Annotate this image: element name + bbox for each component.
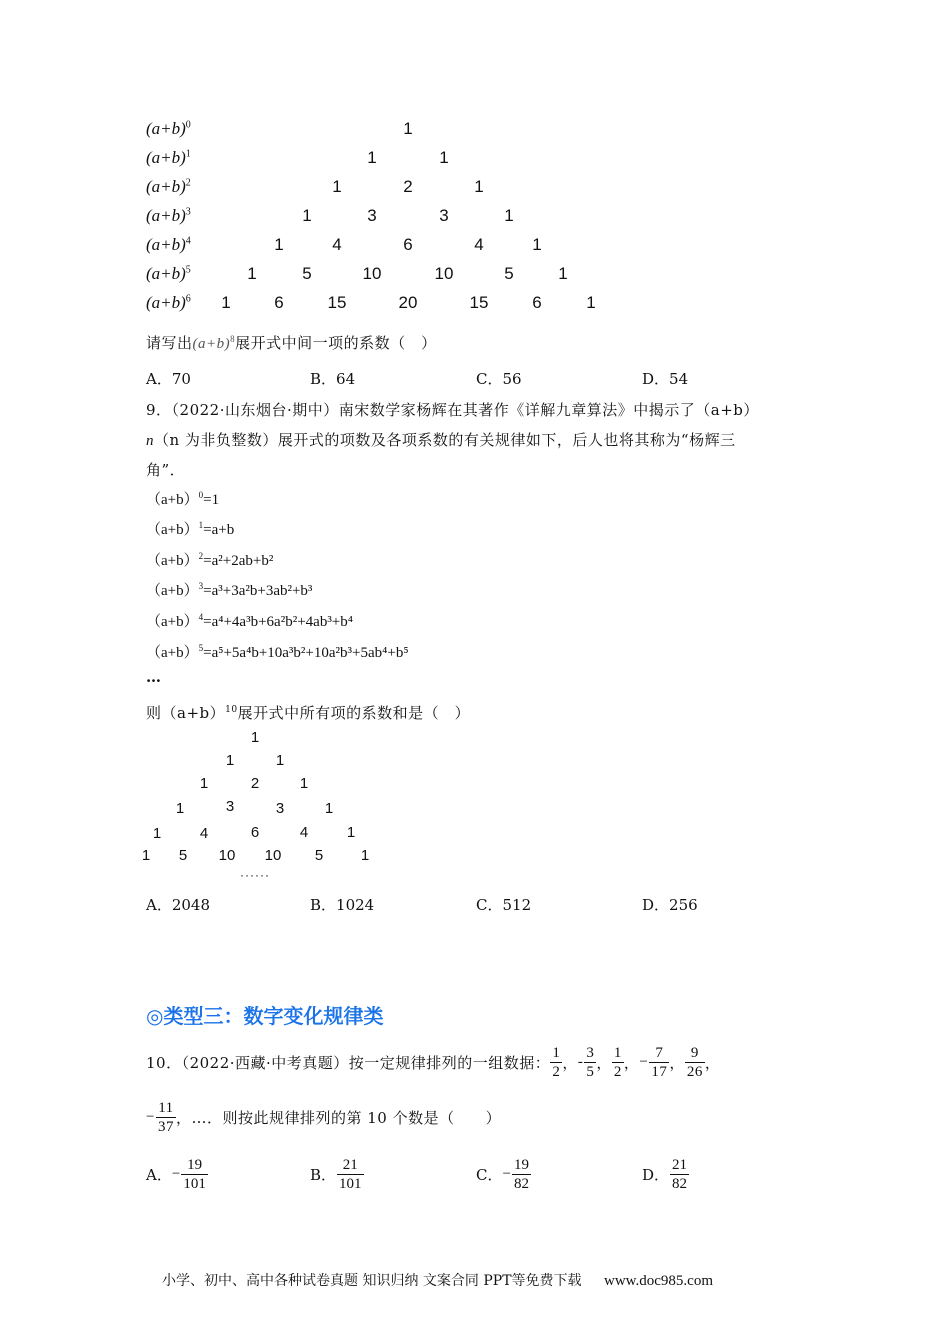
option-b[interactable]: B．1024 (310, 896, 375, 914)
coefficient: 20 (398, 293, 418, 312)
coefficient: 1 (332, 177, 342, 196)
option-a[interactable]: A．70 (146, 370, 191, 388)
triangle-number: 1 (175, 800, 185, 817)
row-label: $(a+b)^1$ (146, 148, 191, 167)
coefficient: 1 (274, 235, 284, 254)
coefficient: 1 (474, 177, 484, 196)
triangle-dots: ······ (240, 868, 270, 882)
row-label: $(a+b)^4$ (146, 235, 191, 254)
footer-text: 小学、初中、高中各种试卷真题 知识归纳 文案合同 PPT等免费下载 (162, 1273, 582, 1289)
option-a[interactable]: A．2048 (146, 896, 211, 914)
fraction: $\frac{11}{37}$ (157, 1099, 174, 1135)
footer-link[interactable]: www.doc985.com (603, 1273, 713, 1289)
option-c[interactable]: C． − $\frac{19}{82}$ (476, 1156, 529, 1192)
option-c[interactable]: C．512 (476, 896, 532, 914)
fraction: $\frac{1}{2}$ (613, 1044, 622, 1080)
triangle-number: 3 (275, 800, 285, 817)
question-10-line-2: − $\frac{11}{37}$ ，…．则按此规律排列的第 10 个数是（ ） (146, 1099, 502, 1135)
coefficient: 5 (302, 264, 312, 283)
fraction: $\frac{1}{2}$ (552, 1044, 561, 1080)
triangle-number: 1 (250, 729, 260, 746)
triangle-number: 4 (199, 825, 209, 842)
fraction: $\frac{3}{5}$ (586, 1044, 595, 1080)
row-label: $(a+b)^5$ (146, 264, 191, 283)
coefficient: 1 (403, 119, 413, 138)
coefficient: 5 (504, 264, 514, 283)
triangle-number: 1 (360, 847, 370, 864)
triangle-number: 1 (346, 824, 356, 841)
coefficient: 4 (474, 235, 484, 254)
option-c[interactable]: C．56 (476, 370, 522, 388)
expansion-row: $(a+b)^1=a+b$ (146, 520, 235, 538)
triangle-number: 4 (299, 824, 309, 841)
coefficient: 1 (439, 148, 449, 167)
coefficient: 1 (558, 264, 568, 283)
fraction: $\frac{9}{26}$ (686, 1044, 703, 1080)
coefficient: 1 (504, 206, 514, 225)
coefficient: 6 (532, 293, 542, 312)
triangle-number: 10 (264, 847, 282, 864)
option-d[interactable]: D． $\frac{21}{82}$ (642, 1156, 688, 1192)
triangle-number: 2 (250, 775, 260, 792)
coefficient: 6 (274, 293, 284, 312)
triangle-number: 1 (152, 825, 162, 842)
triangle-number: 5 (178, 847, 188, 864)
option-d[interactable]: D．54 (642, 370, 689, 388)
question-9-line-1: 9．（2022·山东烟台·期中）南宋数学家杨辉在其著作《详解九章算法》中揭示了（a+b） (146, 401, 759, 419)
triangle-number: 6 (250, 824, 260, 841)
coefficient: 15 (327, 293, 347, 312)
triangle-number: 3 (225, 798, 235, 815)
coefficient: 1 (247, 264, 257, 283)
coefficient: 1 (532, 235, 542, 254)
expansion-row: $(a+b)^5=a^5+5a^4b+10a^3b^2+10a^2b^3+5ab^4+b^5$ (146, 643, 409, 661)
footer (162, 1270, 713, 1290)
question-9-prompt: 则$(a+b)^{10}$展开式中所有项的系数和是（ ） (146, 704, 471, 722)
coefficient: 1 (221, 293, 231, 312)
coefficient: 4 (332, 235, 342, 254)
expansion-row: $(a+b)^2=a^2+2ab+b^2$ (146, 551, 274, 569)
expansion-row: $(a+b)^0=1$ (146, 490, 220, 508)
row-label: $(a+b)^3$ (146, 206, 191, 225)
triangle-number: 1 (141, 847, 151, 864)
triangle-number: 1 (199, 775, 209, 792)
coefficient: 3 (439, 206, 449, 225)
coefficient: 1 (367, 148, 377, 167)
triangle-number: 1 (299, 775, 309, 792)
expansion-row: $(a+b)^3=a^3+3a^2b+3ab^2+b^3$ (146, 581, 313, 599)
question-10-line-1: 10．（2022·西藏·中考真题）按一定规律排列的一组数据： $\frac{1}{2}$ ， - $\frac{3}{5}$ ， $\frac{1}{2}$ ， − $\frac{7}{17}$ ， $\frac{9}{26}$ ， (146, 1044, 721, 1080)
coefficient: 1 (586, 293, 596, 312)
fraction: $\frac{7}{17}$ (651, 1044, 668, 1080)
row-label: $(a+b)^0$ (146, 119, 191, 138)
coefficient: 1 (302, 206, 312, 225)
section-heading: ◎类型三：数字变化规律类 (146, 1004, 384, 1028)
triangle-number: 1 (275, 752, 285, 769)
question-9-line-2: n（n 为非负整数）展开式的项数及各项系数的有关规律如下，后人也将其称为“杨辉三 (146, 431, 736, 449)
coefficient: 10 (362, 264, 382, 283)
coefficient: 6 (403, 235, 413, 254)
question-8-prompt: 请写出$(a+b)^8$展开式中间一项的系数（ ） (146, 334, 437, 352)
triangle-number: 5 (314, 847, 324, 864)
option-b[interactable]: B． $\frac{21}{101}$ (310, 1156, 362, 1192)
row-label: $(a+b)^2$ (146, 177, 191, 196)
expansion-row: $(a+b)^4=a^4+4a^3b+6a^2b^2+4ab^3+b^4$ (146, 612, 354, 630)
triangle-number: 10 (218, 847, 236, 864)
row-label: $(a+b)^6$ (146, 293, 191, 312)
option-d[interactable]: D．256 (642, 896, 698, 914)
coefficient: 15 (469, 293, 489, 312)
coefficient: 10 (434, 264, 454, 283)
triangle-number: 1 (324, 800, 334, 817)
coefficient: 3 (367, 206, 377, 225)
option-a[interactable]: A． − $\frac{19}{101}$ (146, 1156, 206, 1192)
triangle-number: 1 (225, 752, 235, 769)
ellipsis: … (146, 668, 162, 686)
question-9-line-3: 角”． (146, 461, 186, 479)
option-b[interactable]: B．64 (310, 370, 356, 388)
coefficient: 2 (403, 177, 413, 196)
